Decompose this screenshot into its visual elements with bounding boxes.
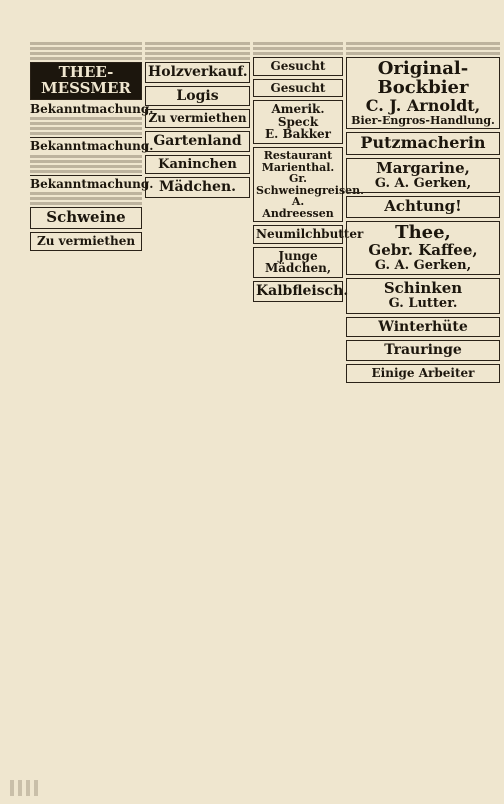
g-lutter-name: G. Lutter.	[388, 296, 458, 312]
ad-winterhute	[346, 317, 500, 338]
scan-bar-mark	[10, 780, 42, 796]
column-2	[145, 40, 250, 201]
g-a-gerken-name-1: G. A. Gerken,	[374, 175, 472, 191]
ad-gesucht-1	[253, 57, 343, 76]
putzmacherin-title: Putzmacherin	[360, 133, 486, 153]
neumilchbutter-title: Neumilchbutter	[256, 227, 364, 242]
ad-restaurant	[253, 147, 364, 222]
ad-schinken	[346, 278, 500, 313]
thee-title: Thee,	[395, 222, 451, 244]
ad-thee-messmer	[30, 62, 142, 100]
ad-kaninchen	[145, 155, 250, 175]
schinken-title: Schinken	[383, 279, 463, 298]
column-4	[346, 40, 500, 386]
a-andreessen-name: A. Andreessen	[262, 195, 334, 220]
kaninchen-title: Kaninchen	[158, 156, 237, 172]
schweine-title: Schweine	[46, 208, 126, 227]
ad-achtung	[346, 196, 500, 218]
gebr-kaffee-title: Gebr. Kaffee,	[368, 240, 478, 259]
e-bakker-name: E. Bakker	[264, 127, 331, 142]
kalbfleisch-title: Kalbfleisch.	[256, 283, 349, 300]
ad-maedchen	[145, 177, 250, 198]
gesucht-title-2: Gesucht	[270, 80, 326, 95]
ad-junge-maedchen	[253, 247, 343, 278]
restaurant-title: Restaurant Marienthal.	[261, 148, 335, 174]
column-3	[253, 40, 364, 305]
newspaper-page	[30, 40, 500, 760]
thee-messmer-title: THEE-MESSMER	[41, 63, 131, 97]
logis-title: Logis	[176, 87, 219, 104]
ad-putzmacherin	[346, 132, 500, 155]
amerik-speck-title: Amerik. Speck	[271, 102, 325, 129]
zu-vermiethen-title-c1: Zu vermiethen	[36, 234, 136, 249]
bier-engros-title: Bier-Engros-Handlung.	[351, 113, 495, 127]
ad-schweine	[30, 207, 142, 229]
ad-gesucht-2	[253, 79, 343, 98]
ad-amerik-speck	[253, 100, 343, 144]
maedchen-title: Mädchen.	[158, 179, 237, 196]
ad-margarine	[346, 158, 500, 193]
ad-logis	[145, 86, 250, 107]
gr-schweinegreisen-title: Gr. Schweinegreisen.	[256, 172, 364, 197]
gartenland-title: Gartenland	[153, 132, 242, 149]
ad-holzverkauf	[145, 62, 250, 83]
ad-zu-vermiethen-1	[145, 109, 250, 128]
ad-thee-kaffee	[346, 221, 500, 275]
achtung-title: Achtung!	[384, 197, 462, 216]
column-1	[30, 40, 154, 254]
g-a-gerken-name-2: G. A. Gerken,	[374, 257, 472, 273]
holzverkauf-title: Holzverkauf.	[148, 64, 248, 80]
ad-zu-vermiethen-c1	[30, 232, 142, 251]
zu-vermiethen-title-1: Zu vermiethen	[148, 111, 247, 126]
gesucht-title-1: Gesucht	[270, 59, 326, 73]
ad-neumilchbutter	[253, 225, 364, 244]
winterhute-title: Winterhüte	[378, 318, 468, 335]
margarine-title: Margarine,	[376, 158, 470, 177]
ad-bockbier	[346, 57, 500, 129]
original-bockbier-title: Original-Bockbier	[377, 58, 469, 98]
bekanntmachung-heading-2: Bekanntmachung.	[30, 139, 154, 154]
einige-arbeiter-title: Einige Arbeiter	[371, 366, 475, 381]
ad-gartenland	[145, 131, 250, 152]
ad-einige-arbeiter	[346, 364, 500, 383]
ad-trauringe	[346, 340, 500, 361]
trauringe-title: Trauringe	[384, 342, 462, 359]
junge-maedchen-title: Junge Mädchen,	[264, 248, 332, 276]
ad-kalbfleisch	[253, 281, 349, 302]
bekanntmachung-heading-3: Bekanntmachung.	[30, 176, 154, 191]
c-j-arnoldt-name: C. J. Arnoldt,	[365, 95, 481, 115]
bekanntmachung-heading-1: Bekanntmachung.	[30, 101, 154, 116]
